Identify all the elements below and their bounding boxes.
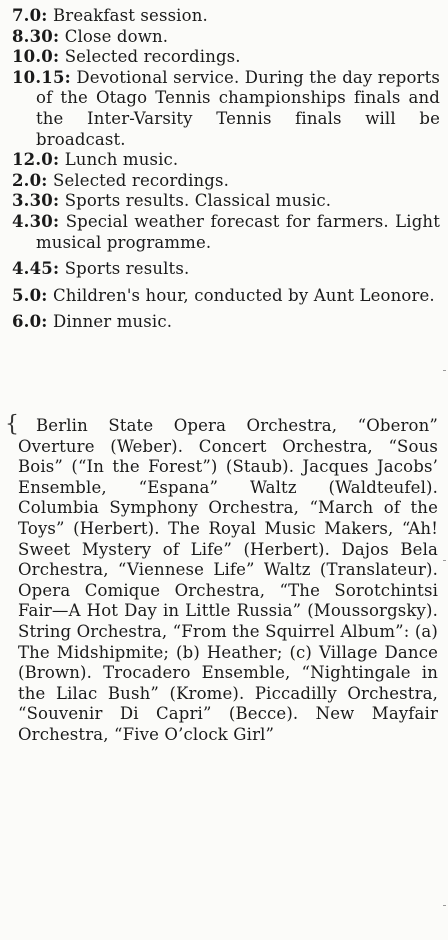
schedule-time: 4.30: [12, 211, 60, 231]
schedule-time: 12.0: [12, 150, 60, 170]
schedule-time: 10.15: [12, 67, 71, 87]
radio-schedule-list [12, 6, 440, 333]
schedule-text: Dinner music. [53, 312, 173, 332]
schedule-entry-0445 [12, 259, 440, 280]
schedule-entry-1200 [12, 150, 440, 171]
print-speck [443, 905, 446, 906]
schedule-text: Sports results. Classical music. [64, 191, 332, 211]
schedule-time: 8.30: [12, 26, 60, 46]
schedule-text: Devotional service. During the day reports of the Otago Tennis championships finals and the Inter-Varsity Tennis finals will be broadcast. [36, 67, 440, 149]
schedule-entry-1000 [12, 47, 440, 68]
schedule-text: Selected recordings. [64, 47, 241, 67]
schedule-entry-1015 [12, 68, 440, 150]
schedule-entry-0330 [12, 191, 440, 212]
schedule-time: 5.0: [12, 285, 48, 305]
schedule-entry-0600 [12, 312, 440, 333]
margin-bracket-mark: { [5, 412, 20, 437]
schedule-entry-0500 [12, 286, 440, 307]
schedule-text: Special weather forecast for farmers. Light musical programme. [36, 211, 440, 252]
schedule-entry-0830 [12, 27, 440, 48]
schedule-time: 10.0: [12, 47, 60, 67]
schedule-entry-0700 [12, 6, 440, 27]
schedule-text: Selected recordings. [53, 170, 230, 190]
schedule-text: Lunch music. [64, 150, 179, 170]
dinner-music-detail: Berlin State Opera Orchestra, “Oberon” Overture (Weber). Concert Orchestra, “Sous Bois” (“In the Forest”) (Staub). Jacques Jacobs’ Ensemble, “Espana” Waltz (Waldteufel). Columbia Symphony Orchestra, “March of the Toys” (Herbert). The Royal Music Makers, “Ah! Sweet Mystery of Life” (Herbert). Dajos Bela Orchestra, “Viennese Life” Waltz (Translateur). Opera Comique Orchestra, “The Sorotchintsi Fair—A Hot Day in Little Russia” (Moussorgsky). String Orchestra, “From the Squirrel Album”: (a) The Midshipmite; (b) Heather; (c) Village Dance (Brown). Trocadero Ensemble, “Nightingale in the Lilac Bush” (Krome). Piccadilly Orchestra, “Souvenir Di Capri” (Becce). New Mayfair Orchestra, “Five O’clock Girl” [18, 416, 438, 744]
schedule-entry-0200 [12, 171, 440, 192]
print-speck [443, 560, 446, 561]
schedule-text: Children's hour, conducted by Aunt Leonore. [53, 285, 435, 305]
schedule-time: 2.0: [12, 170, 48, 190]
schedule-time: 7.0: [12, 6, 48, 25]
schedule-text: Breakfast session. [53, 6, 208, 25]
schedule-time: 4.45: [12, 259, 60, 279]
schedule-text: Close down. [64, 26, 169, 46]
schedule-time: 3.30: [12, 191, 60, 211]
print-speck [443, 370, 446, 371]
schedule-text: Sports results. [64, 259, 190, 279]
schedule-time: 6.0: [12, 312, 48, 332]
schedule-entry-0430 [12, 212, 440, 253]
